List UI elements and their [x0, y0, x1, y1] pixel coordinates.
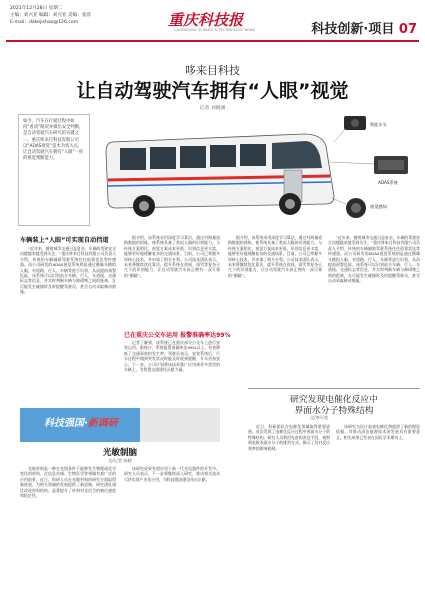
img-label-camera-bottom: 视觉感知: [370, 204, 387, 209]
email-line: E-mail：dakejishao@126.com: [10, 20, 79, 25]
article-col2-text: 据介绍，该系统采用深度学习算法，通过对海量道路数据的训练，使系统具备了类似人眼的识别能力。与传统方案相比，视觉方案成本更低、识别信息更丰富，能够更好地理解复杂的交通场景。目前，公司已掌握多项核心技术，并申请了相关专利。公司技术团队表示，未来将继续优化算法，提升系统在夜间、雨雪等复杂天气下的识别能力，让自动驾驶汽车真正拥有一双可靠的“眼睛”。: [124, 235, 220, 278]
article-kicker: 哆来目科技: [185, 64, 240, 77]
intro-box: [18, 114, 90, 226]
editor-line: 主编：刘兴亚 编辑：刘兴亚 美编：张淳: [10, 13, 92, 18]
article-column-4: [328, 235, 420, 383]
article-col3-text-a: 记者了解到，该系统已在重庆部分公交车上进行安装运用。据统计，系统报警准确率达99%以上，有效降低了交通事故的发生率。驾驶员表示，安装系统后，行车过程中遇到突发状况时能及时收到提醒，开车更加安心。下一步，公司计划将该技术推广应用到更多类型的车辆上，为智慧交通建设贡献力量。: [124, 340, 220, 373]
lower-right-rule: [248, 388, 420, 389]
lower-right-headline-1: 研究发现电催化反应中: [290, 395, 378, 405]
subhead-1: 车辆装上“人眼”可实现自动挡道: [20, 237, 109, 244]
lower-left-byline: 文/记者 陈晓: [108, 458, 132, 463]
lower-right-headline-2: 界面水分子特殊结构: [294, 406, 374, 416]
lower-right-column-1: [248, 424, 330, 594]
section-banner: [20, 408, 220, 442]
lower-right-text-b: 该研究为设计高效电催化剂提供了新的理论依据，对推动清洁能源技术的发展具有重要意义。相关成果已发表在国际学术期刊上。: [336, 424, 420, 440]
masthead-logo: [168, 9, 280, 32]
section-label: [311, 18, 417, 37]
lower-left-headline: 光敏制脑: [102, 448, 137, 458]
article-byline: 记者 刘晓涵: [199, 106, 226, 111]
page-number: 07: [398, 22, 417, 37]
date-line: 2021年12月28日 星期二: [10, 6, 63, 11]
article-column-2b: [124, 340, 220, 398]
page-header: [6, 4, 419, 38]
lower-left-text-b: 该研究成果有望应用于新一代光电器件的开发中。研究人员表示，下一步将继续深入研究，推动相关技术尽快实现产业化应用，为科技强国建设作出贡献。: [124, 466, 220, 482]
article-column-1: [20, 246, 116, 396]
banner-decoration: [140, 408, 220, 442]
lower-left-column-2: [124, 466, 220, 594]
intro-text: 如今，汽车在行驶过程中如何“看清”路况并做出安全判断，是自动驾驶汽车研究的关键之一。重庆哆来目科技有限公司以“ADAS视觉”技术为切入点，让自动驾驶汽车拥有“人眼”一样的视觉判断能力。: [23, 119, 84, 162]
section-name: 科技创新·项目: [311, 22, 395, 37]
article-col2-text-b: 据介绍，该系统采用深度学习算法，通过对海量道路数据的训练，使系统具备了类似人眼的识别能力。与传统方案相比，视觉方案成本更低、识别信息更丰富，能够更好地理解复杂的交通场景。目前，公司已掌握多项核心技术，并申请了相关专利。公司技术团队表示，未来将继续优化算法，提升系统在夜间、雨雪等复杂天气下的识别能力，让自动驾驶汽车真正拥有一双可靠的“眼睛”。: [228, 235, 322, 278]
lower-right-text-a: 近日，科研团队在电催化领域取得重要进展，首次发现了电催化反应过程中界面水分子的特殊结构。研究人员利用先进的表征手段，观察到电极表面水分子的排列方式，揭示了其对反应效率的影响机制。: [248, 424, 330, 451]
header-rule: [6, 40, 419, 42]
masthead-subtitle: CHONGQING SCIENCE & TECHNOLOGY NEWS: [174, 28, 256, 32]
article-column-2: [124, 235, 220, 325]
article-headline: 让自动驾驶汽车拥有“人眼”视觉: [76, 80, 349, 102]
subhead-2: 已在重庆公交车运用 报警准确率达99%: [124, 332, 231, 339]
img-label-adas: ADAS系统: [378, 180, 398, 185]
banner-title: [44, 414, 118, 429]
banner-title-b: 新调研: [87, 418, 118, 429]
bus-illustration: [94, 112, 419, 230]
lower-right-byline: 文/李可欣: [310, 415, 329, 420]
masthead-title: 重庆科技报: [168, 11, 244, 29]
article-column-3: [228, 235, 322, 383]
lower-right-column-2: [336, 424, 420, 594]
lower-left-column-1: [20, 466, 116, 594]
article-col1-text: “近年来，随着城市交通日益复杂，车辆的驾驶安全问题越来越受到关注。”重庆哆来目科技有限公司负责人介绍，传统的车辆辅助驾驶系统往往依靠雷达等传感器，而公司研发的ADAS视觉系统则是通过摄像头模拟人眼，对道路、行人、车辆等进行识别，从而提前预警危险。该系统可以识别前方车辆、行人、车道线、交通标志等信息，并实时判断车辆与障碍物之间的距离，在可能发生碰撞时及时提醒驾驶员，甚至自动采取制动措施。: [20, 246, 116, 295]
img-label-camera-top: 智能车头: [370, 122, 387, 127]
lower-left-text-a: 光敏材料是一种在光照条件下能够发生物理或化学变化的材料，在信息存储、生物医学等领域有着广泛的应用前景。近日，科研人员在光敏材料的研究方面取得新进展，为相关领域的发展提供了新思路。研究团队通过改进材料结构，显著提升了材料对光信号的响应速度和稳定性。: [20, 466, 116, 499]
banner-title-a: 科技强国·: [44, 418, 88, 429]
article-col1-text-b: “近年来，随着城市交通日益复杂，车辆的驾驶安全问题越来越受到关注。”重庆哆来目科技有限公司负责人介绍，传统的车辆辅助驾驶系统往往依靠雷达等传感器，而公司研发的ADAS视觉系统则是通过摄像头模拟人眼，对道路、行人、车辆等进行识别，从而提前预警危险。该系统可以识别前方车辆、行人、车道线、交通标志等信息，并实时判断车辆与障碍物之间的距离，在可能发生碰撞时及时提醒驾驶员，甚至自动采取制动措施。: [328, 235, 420, 284]
